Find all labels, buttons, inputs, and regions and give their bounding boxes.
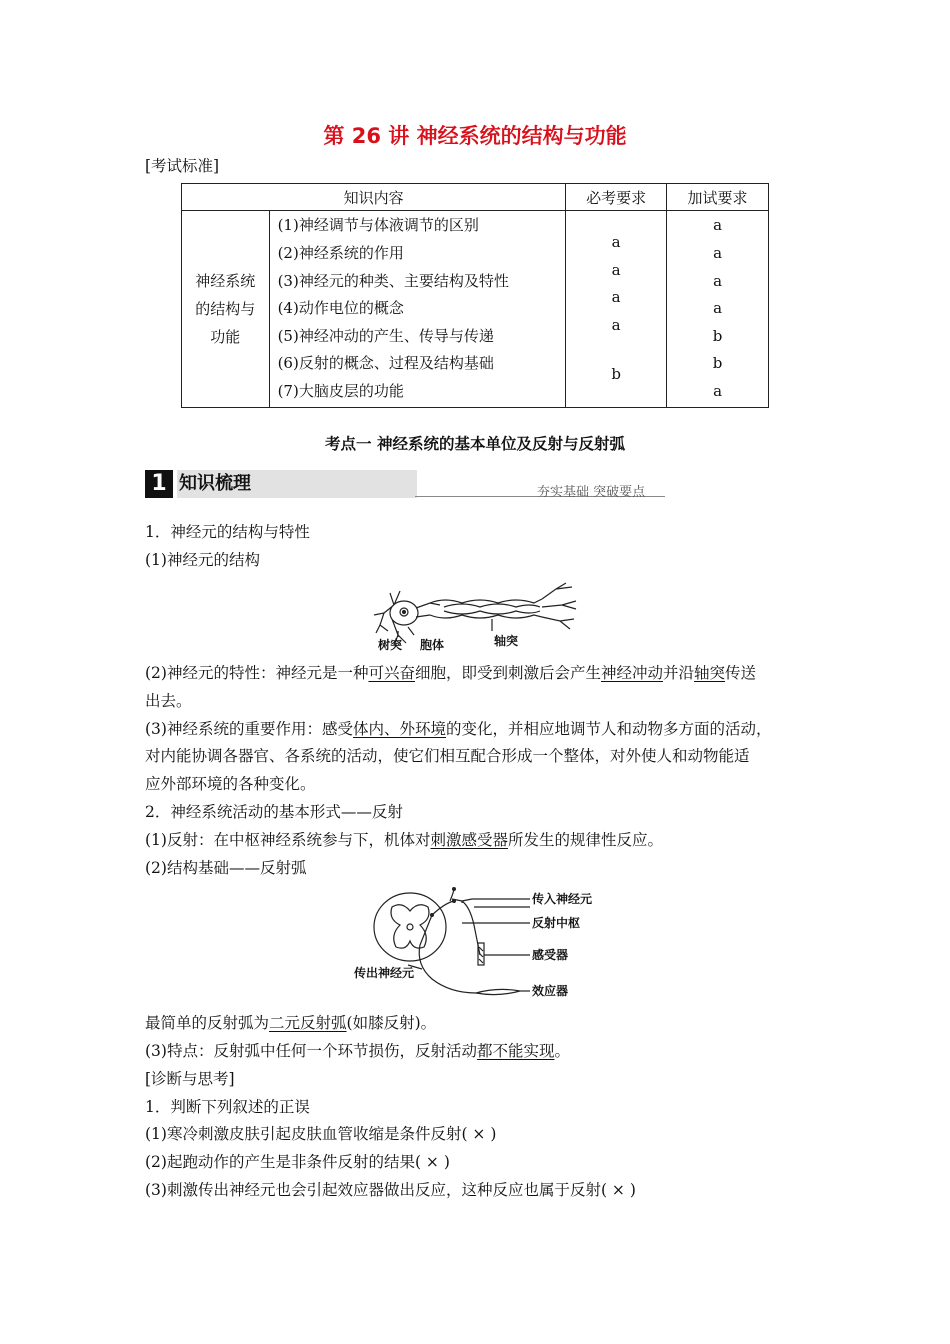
additional-value: a — [713, 299, 723, 318]
paragraph-1-2: (2)神经元的特性：神经元是一种可兴奋细胞，即受到刺激后会产生神经冲动并沿轴突传送 — [145, 664, 757, 682]
banner-number: 1 — [145, 470, 173, 498]
reflex-label-afferent: 传入神经元 — [532, 892, 593, 906]
additional-value: b — [712, 326, 723, 345]
items-cell — [269, 211, 566, 408]
reflex-label-efferent: 传出神经元 — [354, 966, 415, 980]
header-additional: 加试要求 — [667, 184, 769, 211]
paragraph-simplest-arc: 最简单的反射弧为二元反射弧(如膝反射)。 — [145, 1014, 437, 1032]
list-item: (4)动作电位的概念 — [277, 299, 404, 318]
header-knowledge: 知识内容 — [182, 184, 566, 211]
additional-value: b — [712, 354, 723, 373]
required-value: a — [611, 288, 621, 307]
reflex-label-center: 反射中枢 — [532, 916, 581, 930]
paragraph-2-1: (1)反射：在中枢神经系统参与下，机体对刺激感受器所发生的规律性反应。 — [145, 831, 663, 849]
table-header-row — [182, 184, 769, 211]
heading-1: 1．神经元的结构与特性 — [145, 523, 310, 541]
page-title: 第 26 讲 神经系统的结构与功能 — [323, 124, 627, 148]
neuron-label-soma: 胞体 — [420, 638, 445, 652]
header-required: 必考要求 — [566, 184, 667, 211]
additional-value: a — [713, 216, 723, 235]
required-value: a — [611, 315, 621, 334]
required-value: b — [611, 365, 621, 384]
banner-label: 知识梳理 — [177, 470, 417, 498]
additional-value: a — [713, 381, 723, 400]
list-item: (5)神经冲动的产生、传导与传递 — [277, 326, 494, 345]
section-heading: 考点一 神经系统的基本单位及反射与反射弧 — [325, 435, 625, 453]
topic-text: 神经系统的结构与功能 — [195, 272, 256, 346]
banner-tagline: 夯实基础 突破要点 — [537, 485, 646, 500]
heading-2-2: (2)结构基础——反射弧 — [145, 859, 307, 877]
judgement-item: (2)起跑动作的产生是非条件反射的结果( × ) — [145, 1153, 450, 1171]
additional-value: a — [713, 244, 723, 263]
neuron-label-dendrite: 树突 — [378, 638, 403, 652]
reflex-label-receptor: 感受器 — [532, 948, 569, 962]
list-item: (1)神经调节与体液调节的区别 — [277, 216, 479, 235]
exam-standard-label: [考试标准] — [145, 157, 220, 175]
paragraph-1-2-cont: 出去。 — [145, 692, 192, 710]
reflex-label-effector: 效应器 — [532, 984, 569, 998]
paragraph-1-3-end: 应外部环境的各种变化。 — [145, 775, 316, 793]
required-value: a — [611, 260, 621, 279]
list-item: (7)大脑皮层的功能 — [277, 381, 404, 400]
judgement-heading: 1．判断下列叙述的正误 — [145, 1098, 310, 1116]
list-item: (6)反射的概念、过程及结构基础 — [277, 354, 494, 373]
paragraph-1-3: (3)神经系统的重要作用：感受体内、外环境的变化，并相应地调节人和动物多方面的活动， — [145, 720, 772, 738]
heading-2: 2．神经系统活动的基本形式——反射 — [145, 803, 403, 821]
judgement-item: (1)寒冷刺激皮肤引起皮肤血管收缩是条件反射( × ) — [145, 1125, 497, 1143]
neuron-label-axon: 轴突 — [494, 634, 519, 648]
neuron-diagram — [370, 575, 595, 655]
reflex-arc-diagram — [350, 885, 610, 1005]
paragraph-1-3-cont: 对内能协调各器官、各系统的活动，使它们相互配合形成一个整体，对外使人和动物能适 — [145, 747, 750, 765]
required-value: a — [611, 233, 621, 252]
standards-table — [181, 183, 769, 408]
paragraph-2-3: (3)特点：反射弧中任何一个环节损伤，反射活动都不能实现。 — [145, 1042, 570, 1060]
judgement-item: (3)刺激传出神经元也会引起效应器做出反应，这种反应也属于反射( × ) — [145, 1181, 636, 1199]
list-item: (3)神经元的种类、主要结构及特性 — [277, 271, 509, 290]
required-cell — [566, 211, 667, 408]
additional-value: a — [713, 271, 723, 290]
section-banner — [145, 470, 646, 500]
diagnosis-heading: [诊断与思考] — [145, 1070, 235, 1088]
heading-1-1: (1)神经元的结构 — [145, 551, 260, 569]
list-item: (2)神经系统的作用 — [277, 244, 404, 263]
table-row — [182, 211, 769, 408]
topic-cell — [182, 211, 270, 408]
additional-cell — [667, 211, 769, 408]
